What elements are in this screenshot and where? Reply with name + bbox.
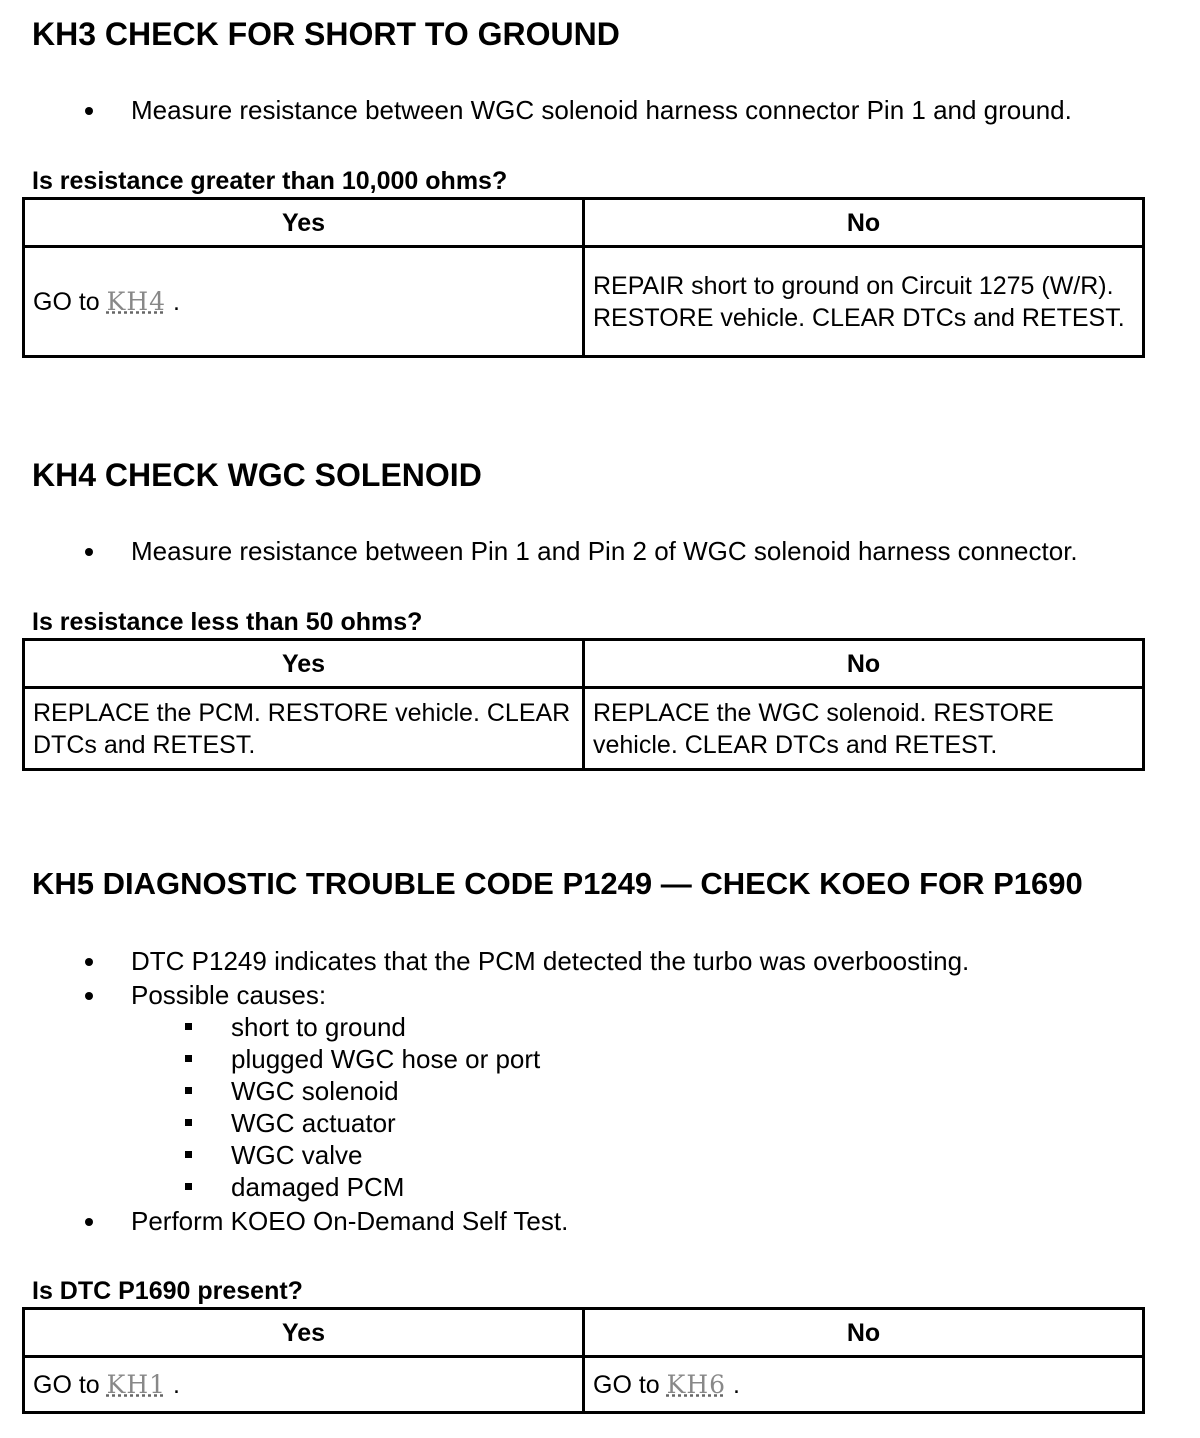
kh3-heading: KH3 CHECK FOR SHORT TO GROUND [32, 16, 620, 52]
kh5-heading: KH5 DIAGNOSTIC TROUBLE CODE P1249 — CHECK KOEO FOR P1690 [32, 866, 1083, 901]
kh3-bullet: Measure resistance between WGC solenoid harness connector Pin 1 and ground. [131, 95, 1072, 125]
cause-item: damaged PCM [231, 1172, 405, 1202]
kh4-heading: KH4 CHECK WGC SOLENOID [32, 457, 482, 493]
kh5-no-suffix: . [732, 1370, 740, 1399]
kh4-no-cell: REPLACE the WGC solenoid. RESTORE vehicle. CLEAR DTCs and RETEST. [584, 688, 1144, 770]
kh3-yes-cell [24, 247, 584, 357]
kh4-link[interactable]: KH4 [106, 286, 167, 316]
kh5-yes-suffix: . [172, 1370, 180, 1399]
cause-item: short to ground [231, 1012, 406, 1042]
kh5-yes-cell [24, 1357, 584, 1413]
kh3-yes-prefix: GO to [33, 287, 100, 316]
kh4-yes-cell: REPLACE the PCM. RESTORE vehicle. CLEAR DTCs and RETEST. [24, 688, 584, 770]
kh5-bullet-3: Perform KOEO On-Demand Self Test. [131, 1206, 569, 1236]
kh3-question: Is resistance greater than 10,000 ohms? [32, 167, 508, 195]
kh5-no-cell [584, 1357, 1144, 1413]
cause-item: WGC actuator [231, 1108, 396, 1138]
kh6-link[interactable]: KH6 [666, 1369, 727, 1399]
kh4-bullet: Measure resistance between Pin 1 and Pin 2 of WGC solenoid harness connector. [131, 536, 1078, 566]
kh3-yes-suffix: . [172, 287, 180, 316]
kh5-no-header: No [584, 1309, 1144, 1357]
kh1-link[interactable]: KH1 [106, 1369, 167, 1399]
kh4-no-header: No [584, 640, 1144, 688]
kh5-bullet-1: DTC P1249 indicates that the PCM detected the turbo was overboosting. [131, 946, 970, 976]
kh5-no-prefix: GO to [593, 1370, 660, 1399]
kh4-yes-header: Yes [24, 640, 584, 688]
kh5-decision-table [22, 1307, 1145, 1414]
kh5-yes-prefix: GO to [33, 1370, 100, 1399]
kh5-bullet-2: Possible causes: [131, 980, 327, 1010]
kh3-no-cell: REPAIR short to ground on Circuit 1275 (W/R). RESTORE vehicle. CLEAR DTCs and RETEST. [584, 247, 1144, 357]
cause-item: plugged WGC hose or port [231, 1044, 541, 1074]
kh4-decision-table [22, 638, 1145, 771]
kh3-decision-table [22, 197, 1145, 358]
kh3-yes-header: Yes [24, 199, 584, 247]
kh4-question: Is resistance less than 50 ohms? [32, 608, 423, 636]
kh5-question: Is DTC P1690 present? [32, 1277, 303, 1305]
kh3-no-header: No [584, 199, 1144, 247]
cause-item: WGC valve [231, 1140, 363, 1170]
kh5-yes-header: Yes [24, 1309, 584, 1357]
cause-item: WGC solenoid [231, 1076, 399, 1106]
